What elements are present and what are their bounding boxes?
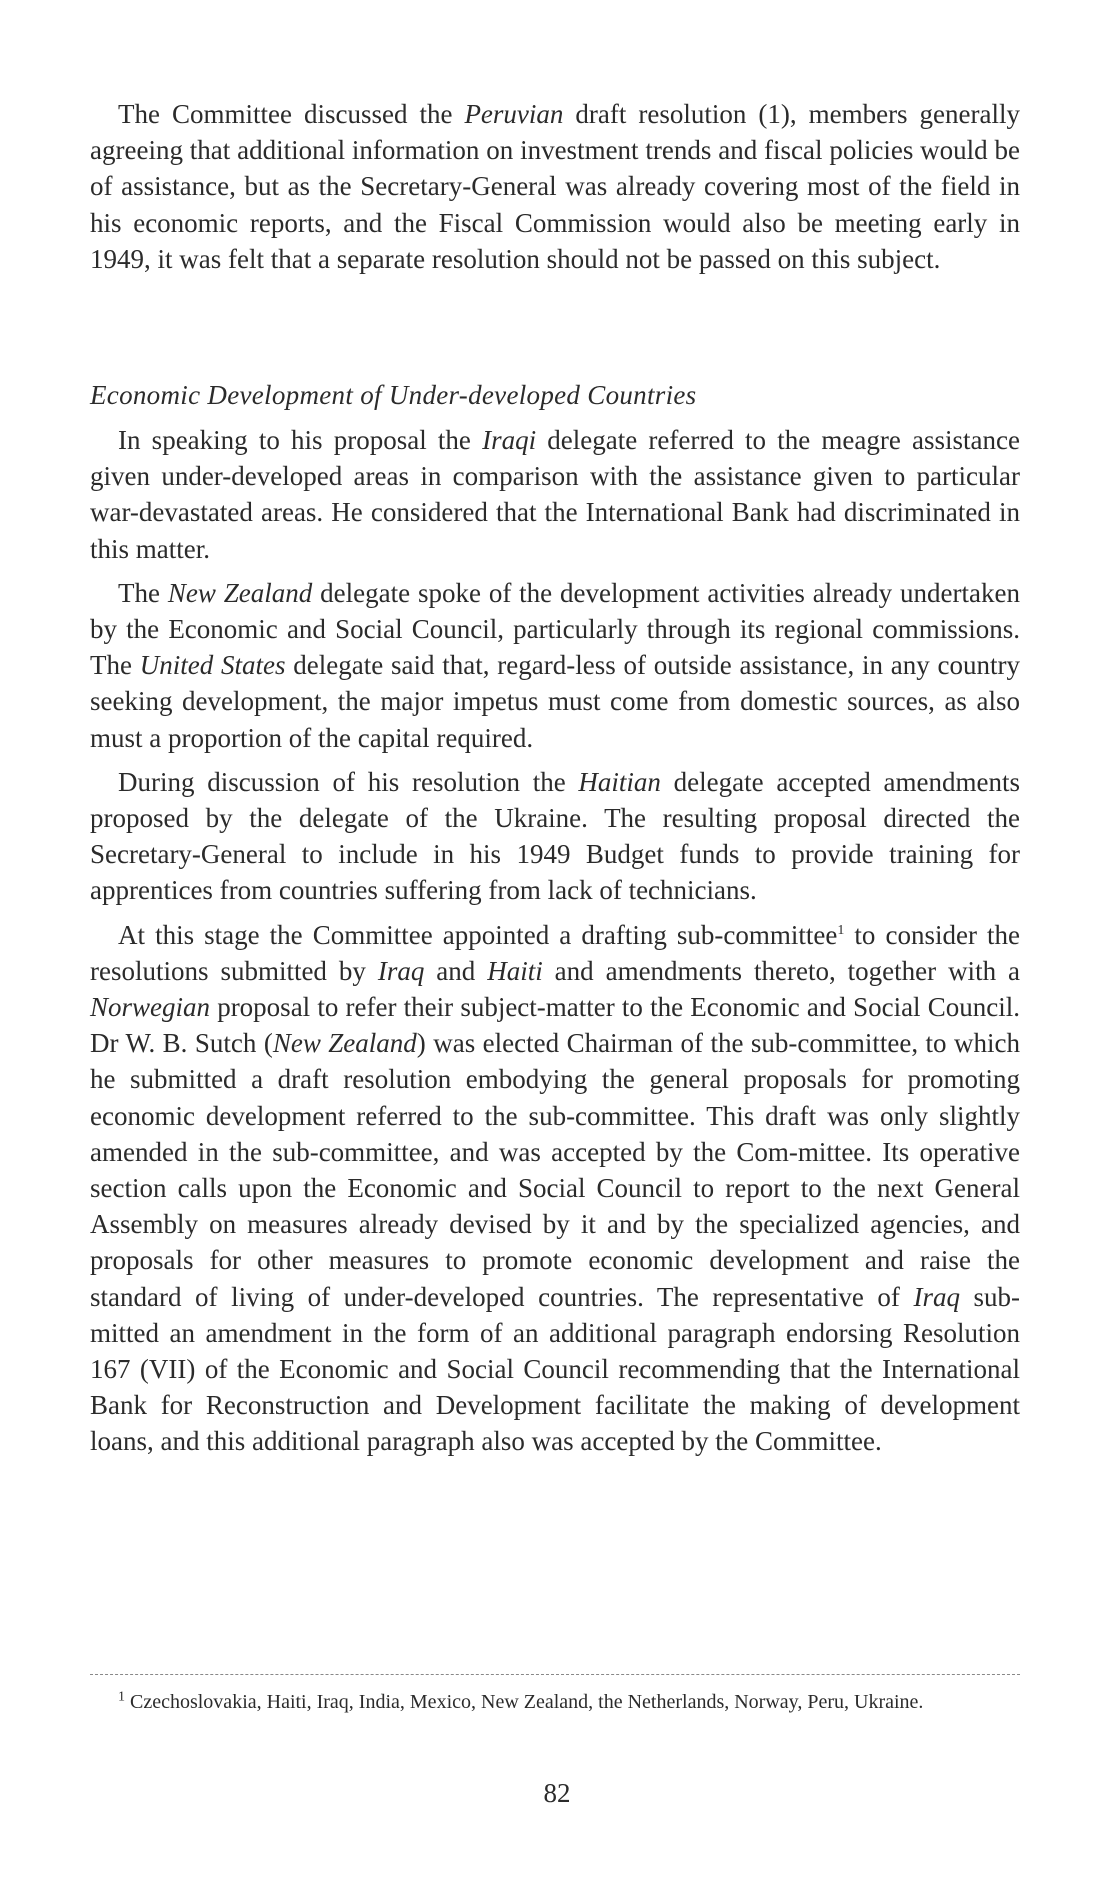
italic-term: United States xyxy=(139,650,286,681)
italic-term: Iraq xyxy=(913,1281,960,1312)
paragraph-drafting-subcommittee: At this stage the Committee appointed a drafting sub-committee$^1$ to consider the resolutions submitted by Iraq and Haiti and amendments thereto, together with a Norwegian proposal to refer their subject-matter to the Economic and Social Council. Dr W. B. Sutch (New Zealand) was elected Chairman of the sub-committee, to which he submitted a draft resolution embodying the general proposals for promoting economic development referred to the sub-committee. This draft was only slightly amended in the sub-committee, and was accepted by the Com-mittee. Its operative section calls upon the Economic and Social Council to report to the next General Assembly on measures already devised by it and by the specialized agencies, and proposals for other measures to promote economic development and raise the standard of living of under-developed countries. The representative of Iraq sub-mitted an amendment in the form of an additional paragraph endorsing Resolution 167 (VII) of the Economic and Social Council recommending that the International Bank for Reconstruction and Development facilitate the making of development loans, and this additional paragraph also was accepted by the Committee. xyxy=(90,919,1021,1457)
italic-term: Iraqi xyxy=(482,425,537,455)
paragraph-iraqi-proposal: In speaking to his proposal the Iraqi delegate referred to the meagre assistance given under-developed areas in comparison with the assistance given to particular war-devastated areas. He considered that the International Bank had discriminated in this matter. xyxy=(90,425,1021,564)
paragraph: The Committee discussed the Peruvian draft resolution (1), members generally agreeing that additional information on investment trends and fiscal policies would be of assistance, but as the Secretary-General was already covering most of the field in his economic reports, and the Fiscal Commission would also be meeting early in 1949, it was felt that a separate resolution should not be passed on this subject. xyxy=(90,99,1021,274)
paragraph-peruvian-resolution xyxy=(90,96,1020,285)
paragraph-new-zealand: The New Zealand delegate spoke of the development activities already undertaken by the Economic and Social Council, particularly through its regional commissions. The United States delegate said that, regard-less of outside assistance, in any country seeking development, the major impetus must come from domestic sources, as also must a proportion of the capital required. xyxy=(90,577,1020,753)
italic-term: Iraq xyxy=(377,955,425,986)
italic-term: Norwegian xyxy=(90,992,211,1023)
italic-term: Haiti xyxy=(487,955,543,986)
footnote-marker: 1 xyxy=(118,1689,125,1705)
page-number: 82 xyxy=(543,1778,571,1808)
footnote: $^1$ Czechoslovakia, Haiti, Iraq, India, Mexico, New Zealand, the Netherlands, Norway, Peru, Ukraine. xyxy=(118,1689,924,1713)
italic-term: Haitian xyxy=(578,766,661,797)
footnote-reference: 1 xyxy=(837,922,845,938)
italic-term: Peruvian xyxy=(464,99,564,129)
italic-term: New Zealand xyxy=(167,577,313,608)
section-heading: Economic Development of Under-developed Countries xyxy=(90,380,697,410)
footnote-divider xyxy=(90,1674,1020,1675)
section-body xyxy=(90,422,1020,1468)
italic-term: New Zealand xyxy=(272,1028,417,1059)
paragraph-haitian-resolution: During discussion of his resolution the Haitian delegate accepted amendments proposed by the delegate of the Ukraine. The resulting proposal directed the Secretary-General to include in his 1949 Budget funds to provide training for apprentices from countries suffering from lack of technicians. xyxy=(90,766,1020,906)
